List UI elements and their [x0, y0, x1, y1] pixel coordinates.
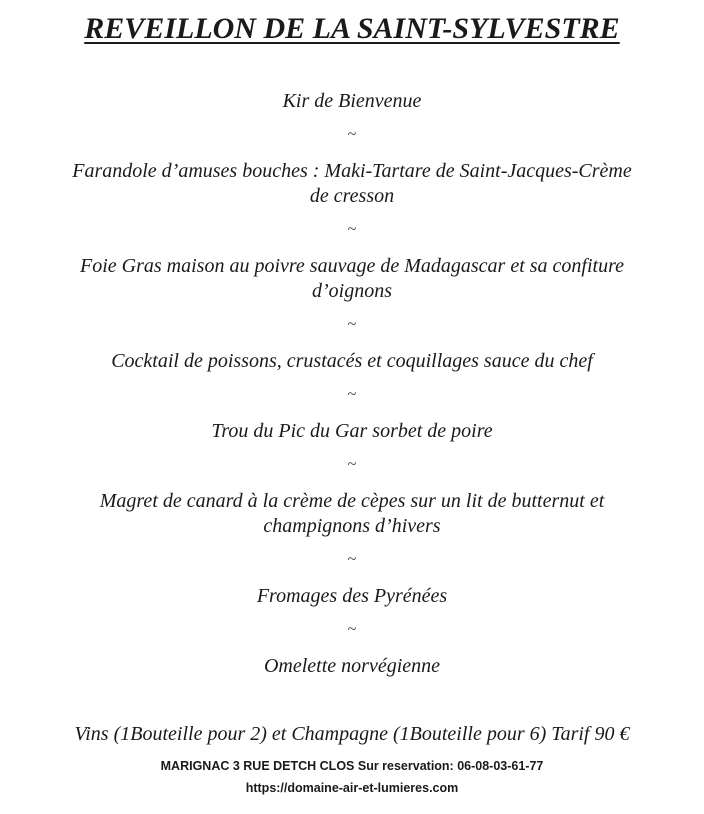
menu-item-magret-line1: Magret de canard à la crème de cèpes sur un lit de butternut et: [99, 490, 605, 512]
page-title: REVEILLON DE LA SAINT-SYLVESTRE: [84, 12, 620, 45]
contact-info: MARIGNAC 3 RUE DETCH CLOS Sur reservation: 06-08-03-61-77: [160, 759, 544, 773]
menu-item-omelette: Omelette norvégienne: [263, 655, 441, 677]
menu-item-amuses-bouches-line1: Farandole d’amuses bouches : Maki-Tartare de Saint-Jacques-Crème: [72, 160, 632, 182]
menu-item-trou-du-pic: Trou du Pic du Gar sorbet de poire: [211, 420, 493, 442]
separator: ~: [347, 221, 357, 238]
menu-item-amuses-bouches-line2: de cresson: [309, 185, 395, 207]
separator: ~: [347, 316, 357, 333]
menu-item-magret-line2: champignons d’hivers: [263, 515, 441, 537]
wine-and-price: Vins (1Bouteille pour 2) et Champagne (1Bouteille pour 6) Tarif 90 €: [74, 723, 630, 745]
menu-item-fromages: Fromages des Pyrénées: [256, 585, 448, 607]
menu-item-cocktail: Cocktail de poissons, crustacés et coquillages sauce du chef: [111, 350, 593, 372]
menu-item-foie-gras-line2: d’oignons: [312, 280, 392, 302]
menu-item-foie-gras-line1: Foie Gras maison au poivre sauvage de Madagascar et sa confiture: [80, 255, 624, 277]
separator: ~: [347, 386, 357, 403]
separator: ~: [347, 126, 357, 143]
separator: ~: [347, 551, 357, 568]
separator: ~: [347, 621, 357, 638]
website-link[interactable]: https://domaine-air-et-lumieres.com: [245, 781, 459, 795]
separator: ~: [347, 456, 357, 473]
menu-item-kir: Kir de Bienvenue: [282, 90, 422, 112]
